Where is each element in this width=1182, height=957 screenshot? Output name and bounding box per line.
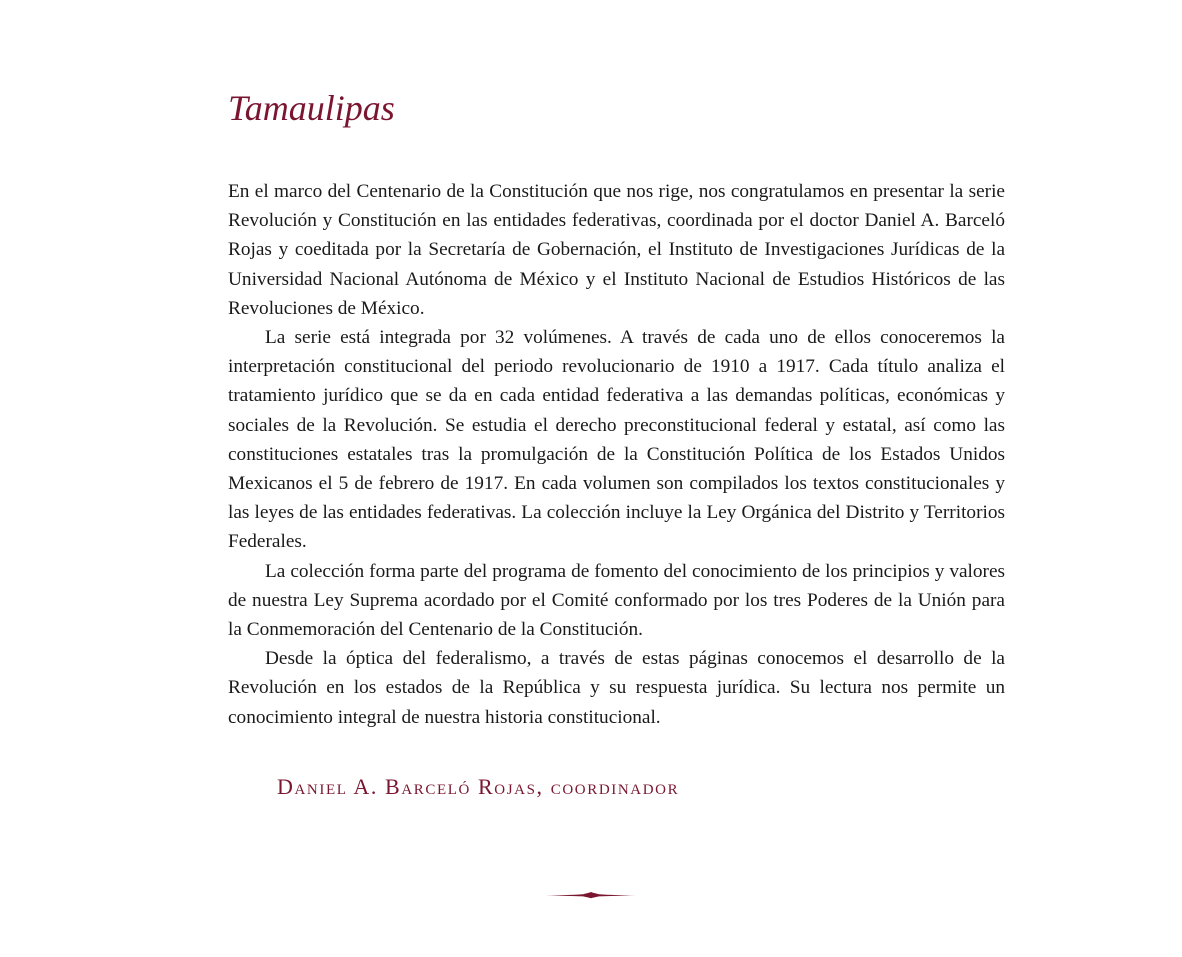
signature: Daniel A. Barceló Rojas, coordinador <box>277 774 680 799</box>
paragraph-1: En el marco del Centenario de la Constitución que nos rige, nos congratulamos en presentar la serie Revolución y Constitución en las entidades federativas, coordinada por el doctor Daniel A. Barceló Rojas y coeditada por la Secretaría de Gobernación, el Instituto de Investigaciones Jurídicas de la Universidad Nacional Autónoma de México y el Instituto Nacional de Estudios Históricos de las Revoluciones de México. <box>228 181 1005 319</box>
page-title: Tamaulipas <box>228 88 395 128</box>
paragraph-2: La serie está integrada por 32 volúmenes. A través de cada uno de ellos conoceremos la interpretación constitucional del periodo revolucionario de 1910 a 1917. Cada título analiza el tratamiento jurídico que se da en cada entidad federativa a las demandas políticas, económicas y sociales de la Revolución. Se estudia el derecho preconstitucional federal y estatal, así como las constituciones estatales tras la promulgación de la Constitución Política de los Estados Unidos Mexicanos el 5 de febrero de 1917. En cada volumen son compilados los textos constitucionales y las leyes de las entidades federativas. La colección incluye la Ley Orgánica del Distrito y Territorios Federales. <box>228 327 1005 553</box>
body-text <box>228 177 1005 732</box>
paragraph-3: La colección forma parte del programa de fomento del conocimiento de los principios y valores de nuestra Ley Suprema acordado por el Comité conformado por los tres Poderes de la Unión para la Conmemoración del Centenario de la Constitución. <box>228 560 1005 641</box>
flourish-divider-icon <box>545 888 637 902</box>
paragraph-4: Desde la óptica del federalismo, a través de estas páginas conocemos el desarrollo de la Revolución en los estados de la República y su respuesta jurídica. Su lectura nos permite un conocimiento integral de nuestra historia constitucional. <box>228 648 1005 728</box>
